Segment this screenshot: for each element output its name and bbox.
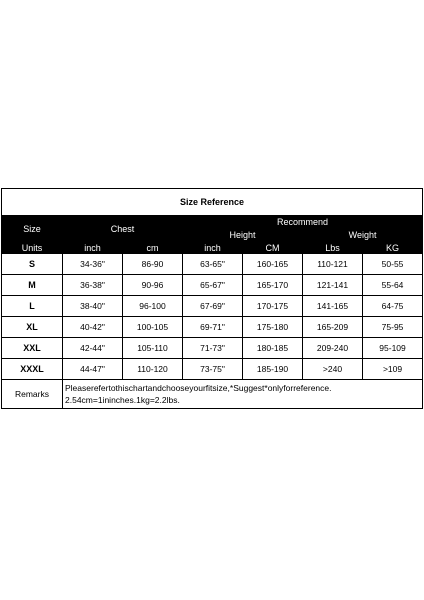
height-cm-cell: 185-190: [243, 359, 303, 380]
chest-cm-cell: 86-90: [123, 254, 183, 275]
weight-lbs-cell: 141-165: [303, 296, 363, 317]
height-inch-cell: 65-67": [183, 275, 243, 296]
height-cm-cell: 160-165: [243, 254, 303, 275]
size-label: L: [2, 296, 63, 317]
unit-height-cm: CM: [243, 242, 303, 254]
unit-chest-inch: inch: [63, 242, 123, 254]
height-inch-cell: 69-71": [183, 317, 243, 338]
chest-cm-cell: 90-96: [123, 275, 183, 296]
header-weight: Weight: [303, 229, 423, 242]
height-inch-cell: 63-65": [183, 254, 243, 275]
remarks-line-1: Pleaserefertothischartandchooseyourfitsize,*Suggest*onlyforreference.: [65, 383, 332, 393]
header-size: Size: [2, 216, 63, 242]
weight-kg-cell: 64-75: [363, 296, 423, 317]
weight-kg-cell: >109: [363, 359, 423, 380]
table-row: [2, 275, 423, 296]
chest-inch-cell: 38-40": [63, 296, 123, 317]
remarks-label: Remarks: [2, 380, 63, 409]
weight-lbs-cell: 121-141: [303, 275, 363, 296]
weight-kg-cell: 75-95: [363, 317, 423, 338]
remarks-line-2: 2.54cm=1ininches.1kg=2.2lbs.: [65, 395, 180, 405]
chest-cm-cell: 105-110: [123, 338, 183, 359]
chest-cm-cell: 110-120: [123, 359, 183, 380]
weight-kg-cell: 95-109: [363, 338, 423, 359]
height-cm-cell: 180-185: [243, 338, 303, 359]
chest-cm-cell: 100-105: [123, 317, 183, 338]
table-title: Size Reference: [2, 189, 423, 216]
height-cm-cell: 170-175: [243, 296, 303, 317]
height-cm-cell: 165-170: [243, 275, 303, 296]
units-label: Units: [2, 242, 63, 254]
table-row: [2, 254, 423, 275]
height-inch-cell: 71-73": [183, 338, 243, 359]
unit-weight-kg: KG: [363, 242, 423, 254]
header-height: Height: [183, 229, 303, 242]
height-inch-cell: 67-69": [183, 296, 243, 317]
weight-lbs-cell: 209-240: [303, 338, 363, 359]
weight-kg-cell: 55-64: [363, 275, 423, 296]
height-inch-cell: 73-75": [183, 359, 243, 380]
weight-lbs-cell: 110-121: [303, 254, 363, 275]
chest-inch-cell: 40-42": [63, 317, 123, 338]
chest-inch-cell: 36-38": [63, 275, 123, 296]
table-row: [2, 359, 423, 380]
size-label: M: [2, 275, 63, 296]
table-row: [2, 296, 423, 317]
unit-chest-cm: cm: [123, 242, 183, 254]
size-label: S: [2, 254, 63, 275]
weight-kg-cell: 50-55: [363, 254, 423, 275]
weight-lbs-cell: 165-209: [303, 317, 363, 338]
size-reference-table: [1, 188, 423, 409]
size-label: XL: [2, 317, 63, 338]
chest-cm-cell: 96-100: [123, 296, 183, 317]
table-row: [2, 317, 423, 338]
header-recommend: Recommend: [183, 216, 423, 229]
chest-inch-cell: 34-36": [63, 254, 123, 275]
height-cm-cell: 175-180: [243, 317, 303, 338]
unit-height-inch: inch: [183, 242, 243, 254]
size-label: XXXL: [2, 359, 63, 380]
table-row: [2, 338, 423, 359]
unit-weight-lbs: Lbs: [303, 242, 363, 254]
weight-lbs-cell: >240: [303, 359, 363, 380]
remarks-text: [63, 380, 423, 409]
chest-inch-cell: 44-47": [63, 359, 123, 380]
chest-inch-cell: 42-44": [63, 338, 123, 359]
size-label: XXL: [2, 338, 63, 359]
header-chest: Chest: [63, 216, 183, 242]
